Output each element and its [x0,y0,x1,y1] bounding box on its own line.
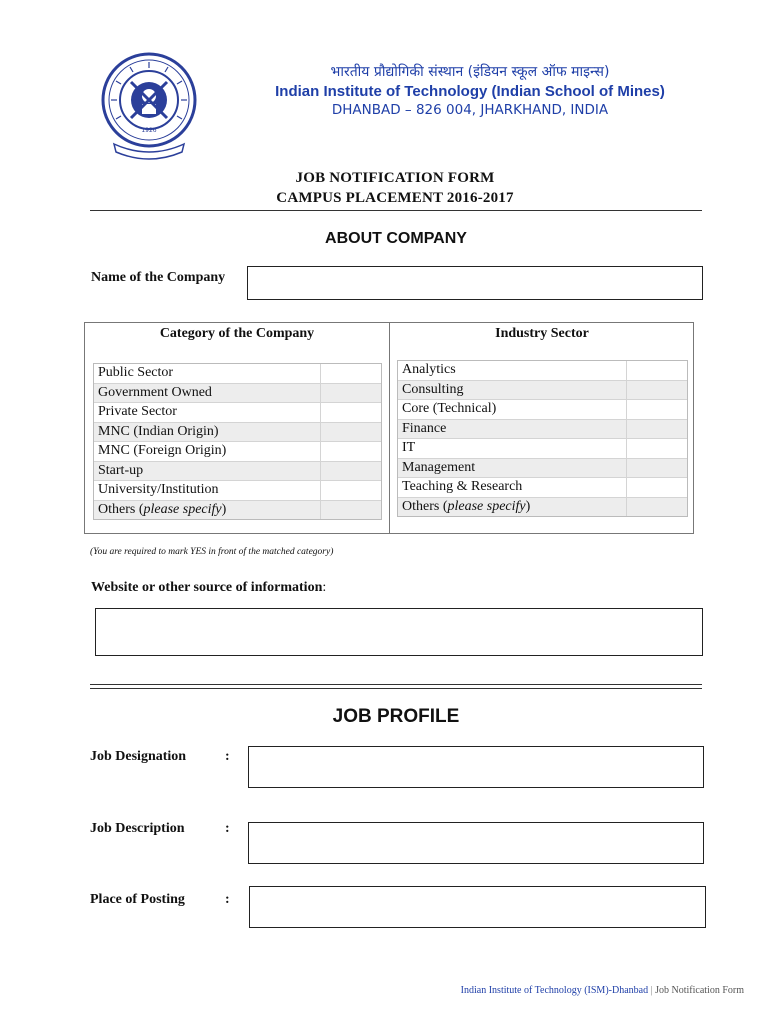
list-item: MNC (Indian Origin) [94,423,381,443]
footer-institute: Indian Institute of Technology (ISM)-Dhanbad [460,985,649,996]
industry-list [397,360,688,517]
institute-name-english: Indian Institute of Technology (Indian School of Mines) [275,83,665,100]
form-subtitle: CAMPUS PLACEMENT 2016-2017 [276,190,514,206]
company-name-field[interactable] [247,266,703,300]
yes-cell[interactable] [320,423,381,442]
instruction-note: (You are required to mark YES in front of the matched category) [90,547,334,557]
place-of-posting-label: Place of Posting [90,892,185,907]
institute-address: DHANBAD – 826 004, JHARKHAND, INDIA [331,102,609,118]
yes-cell[interactable] [320,403,381,422]
list-item: Core (Technical) [398,400,687,420]
category-table [84,322,694,534]
yes-cell[interactable] [626,459,687,478]
job-profile-heading: JOB PROFILE [332,706,460,727]
category-header: Category of the Company [159,326,315,341]
job-designation-field[interactable] [248,746,704,788]
category-list [93,363,382,520]
yes-cell[interactable] [626,400,687,419]
industry-header: Industry Sector [495,326,589,341]
place-of-posting-field[interactable] [249,886,706,928]
institute-logo [96,48,202,164]
job-description-label: Job Description [90,821,185,836]
divider [90,210,702,211]
yes-cell[interactable] [320,364,381,383]
colon: : [225,821,230,836]
form-title: JOB NOTIFICATION FORM [295,170,495,186]
yes-cell[interactable] [320,462,381,481]
list-item: University/Institution [94,481,381,501]
list-item: Private Sector [94,403,381,423]
list-item: Analytics [398,361,687,381]
about-company-heading: ABOUT COMPANY [325,230,467,247]
list-item: IT [398,439,687,459]
list-item: Government Owned [94,384,381,404]
yes-cell[interactable] [626,498,687,517]
website-field[interactable] [95,608,703,656]
yes-cell[interactable] [320,481,381,500]
list-item: MNC (Foreign Origin) [94,442,381,462]
list-item: Teaching & Research [398,478,687,498]
job-designation-label: Job Designation [90,749,187,764]
yes-cell[interactable] [320,501,381,520]
footer-doc-name: Job Notification Form [655,985,744,996]
institute-name-hindi: भारतीय प्रौद्योगिकी संस्थान (इंडियन स्कूल ऑफ माइन्स) [330,64,610,80]
yes-cell[interactable] [626,361,687,380]
yes-cell[interactable] [626,478,687,497]
list-item: Start-up [94,462,381,482]
divider [90,688,702,689]
website-label: Website or other source of information [91,580,323,595]
list-item: Public Sector [94,364,381,384]
yes-cell[interactable] [320,384,381,403]
logo-year: 1926 [141,127,157,134]
list-item: Consulting [398,381,687,401]
list-item: Others (please specify) [94,501,381,520]
list-item: Others (please specify) [398,498,687,517]
website-label-wrap [91,580,326,596]
list-item: Management [398,459,687,479]
colon: : [225,892,230,907]
divider [90,684,702,685]
job-description-field[interactable] [248,822,704,864]
page-footer [461,985,744,996]
company-name-label: Name of the Company [91,270,226,285]
yes-cell[interactable] [626,439,687,458]
yes-cell[interactable] [320,442,381,461]
website-colon: : [322,580,327,595]
table-divider [389,323,390,533]
list-item: Finance [398,420,687,440]
footer-separator: | [650,985,653,996]
yes-cell[interactable] [626,381,687,400]
colon: : [225,749,230,764]
yes-cell[interactable] [626,420,687,439]
